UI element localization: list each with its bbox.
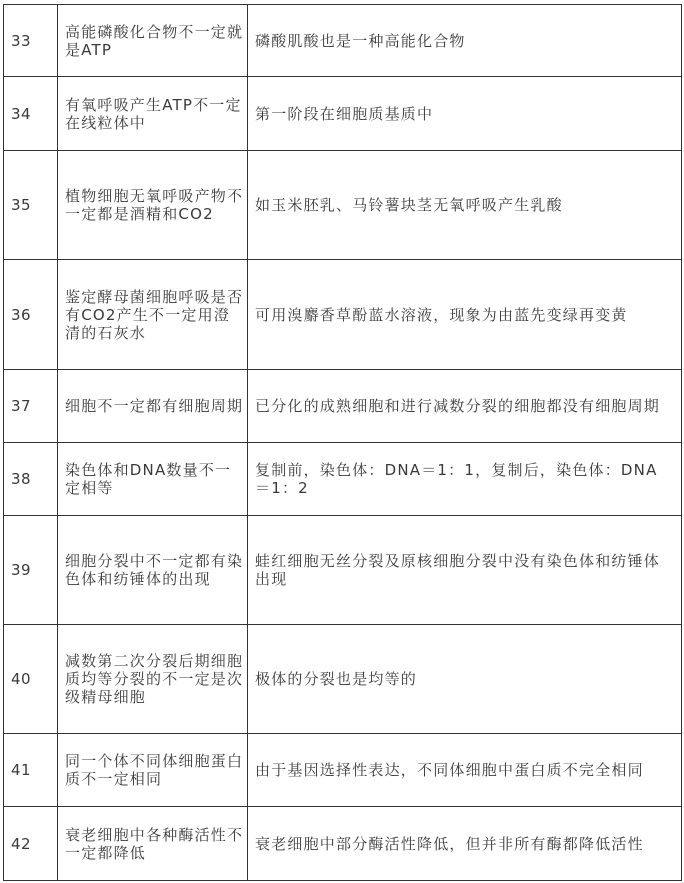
row-statement: 高能磷酸化合物不一定就是ATP (58, 5, 248, 77)
knowledge-table (3, 4, 682, 881)
row-explanation: 极体的分裂也是均等的 (248, 625, 682, 734)
row-explanation: 已分化的成熟细胞和进行减数分裂的细胞都没有细胞周期 (248, 370, 682, 443)
row-statement: 减数第二次分裂后期细胞质均等分裂的不一定是次级精母细胞 (58, 625, 248, 734)
table-row (4, 370, 682, 443)
row-number: 39 (4, 516, 58, 625)
table-row (4, 5, 682, 77)
row-explanation: 第一阶段在细胞质基质中 (248, 77, 682, 151)
table-row (4, 734, 682, 807)
row-explanation: 蛙红细胞无丝分裂及原核细胞分裂中没有染色体和纺锤体出现 (248, 516, 682, 625)
row-statement: 细胞分裂中不一定都有染色体和纺锤体的出现 (58, 516, 248, 625)
row-statement: 同一个体不同体细胞蛋白质不一定相同 (58, 734, 248, 807)
row-explanation: 衰老细胞中部分酶活性降低，但并非所有酶都降低活性 (248, 807, 682, 881)
table-row (4, 77, 682, 151)
table-row (4, 260, 682, 370)
row-explanation: 可用溴麝香草酚蓝水溶液，现象为由蓝先变绿再变黄 (248, 260, 682, 370)
table-row (4, 807, 682, 881)
row-number: 42 (4, 807, 58, 881)
row-explanation: 磷酸肌酸也是一种高能化合物 (248, 5, 682, 77)
table-row (4, 516, 682, 625)
row-number: 40 (4, 625, 58, 734)
row-number: 35 (4, 151, 58, 260)
row-statement: 有氧呼吸产生ATP不一定在线粒体中 (58, 77, 248, 151)
row-number: 33 (4, 5, 58, 77)
row-statement: 鉴定酵母菌细胞呼吸是否有CO2产生不一定用澄清的石灰水 (58, 260, 248, 370)
row-statement: 植物细胞无氧呼吸产物不一定都是酒精和CO2 (58, 151, 248, 260)
table-row (4, 625, 682, 734)
row-number: 34 (4, 77, 58, 151)
table-row (4, 443, 682, 516)
row-number: 36 (4, 260, 58, 370)
row-explanation: 复制前，染色体：DNA＝1：1，复制后，染色体：DNA＝1：2 (248, 443, 682, 516)
row-number: 41 (4, 734, 58, 807)
row-statement: 衰老细胞中各种酶活性不一定都降低 (58, 807, 248, 881)
row-statement: 细胞不一定都有细胞周期 (58, 370, 248, 443)
row-number: 38 (4, 443, 58, 516)
table-row (4, 151, 682, 260)
row-explanation: 如玉米胚乳、马铃薯块茎无氧呼吸产生乳酸 (248, 151, 682, 260)
row-number: 37 (4, 370, 58, 443)
row-explanation: 由于基因选择性表达，不同体细胞中蛋白质不完全相同 (248, 734, 682, 807)
row-statement: 染色体和DNA数量不一定相等 (58, 443, 248, 516)
